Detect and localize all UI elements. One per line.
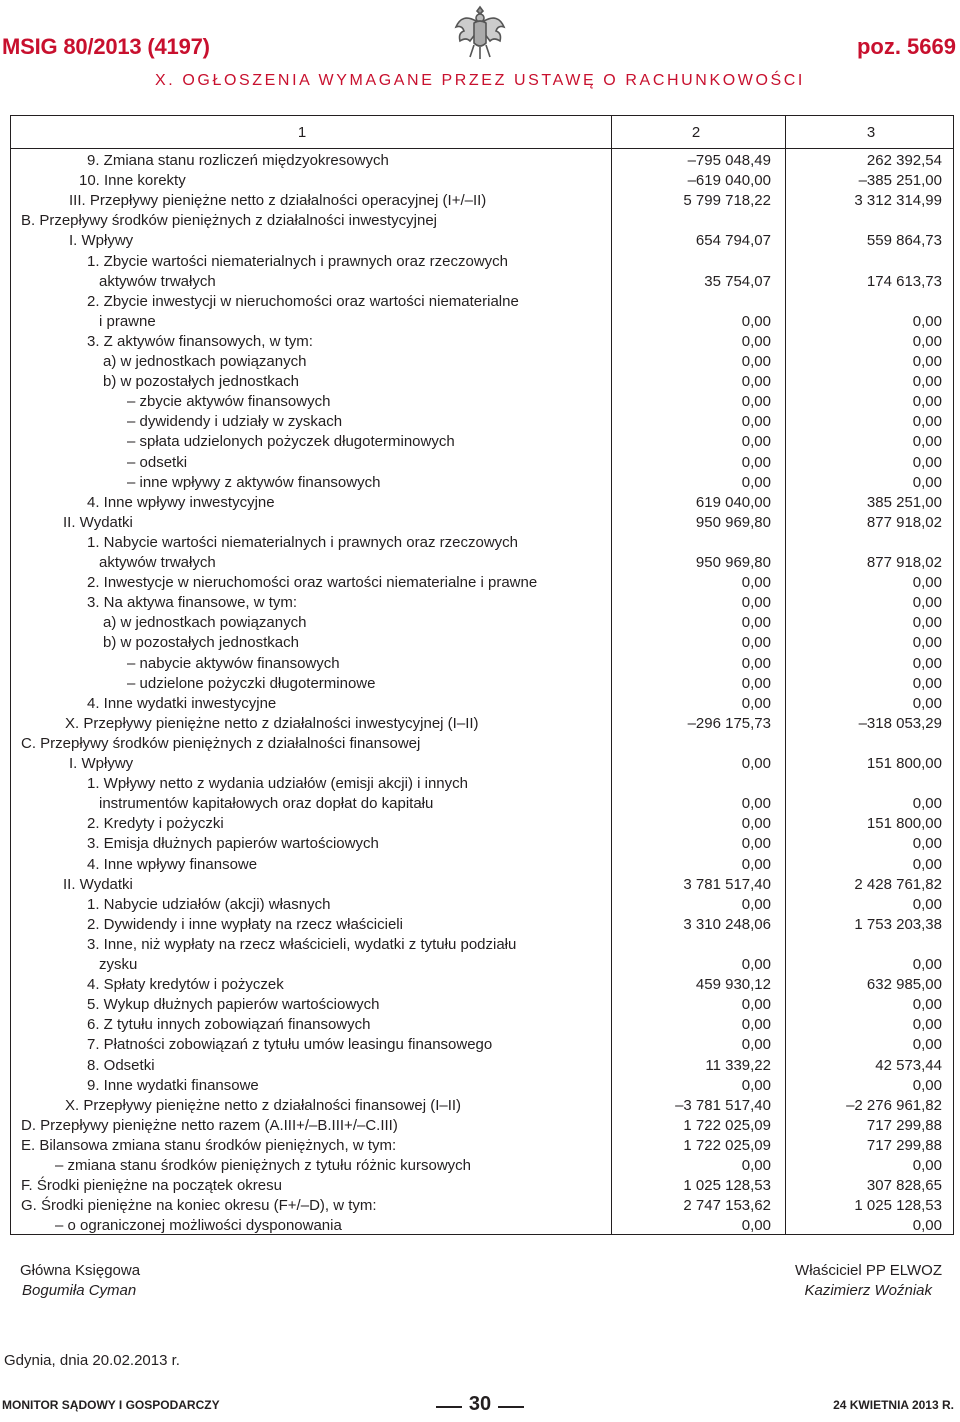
table-row [11,1196,955,1216]
row-value-col3: 0,00 [912,393,942,411]
row-label: 6. Z tytułu innych zobowiązań finansowych [87,1016,371,1034]
row-value-col2: 0,00 [741,473,771,491]
row-value-col3: 0,00 [912,332,942,350]
row-value-col3: 717 299,88 [866,1136,942,1154]
row-label: II. Wydatki [63,513,133,531]
row-value-col2: 0,00 [741,433,771,451]
row-label: 1. Nabycie udziałów (akcji) własnych [87,895,331,913]
row-label: B. Przepływy środków pieniężnych z działalności inwestycyjnej [21,212,438,230]
table-row [11,875,955,895]
row-label: 4. Inne wpływy inwestycyjne [87,493,275,511]
table-row [11,794,955,814]
row-value-col3: 0,00 [912,312,942,330]
row-label: instrumentów kapitałowych oraz dopłat do kapitału [99,795,434,813]
table-row [11,533,955,553]
row-label: III. Przepływy pieniężne netto z działalności operacyjnej (I+/–II) [69,192,487,210]
table-row [11,734,955,754]
row-label: a) w jednostkach powiązanych [103,614,307,632]
table-row [11,352,955,372]
row-value-col2: 0,00 [741,413,771,431]
table-row [11,834,955,854]
row-value-col2: 5 799 718,22 [683,192,771,210]
row-value-col3: –318 053,29 [858,714,942,732]
row-label: – dywidendy i udziały w zyskach [127,413,343,431]
row-label: a) w jednostkach powiązanych [103,353,307,370]
row-value-col3: 0,00 [912,654,942,672]
row-label: – odsetki [127,453,188,471]
table-row [11,573,955,593]
row-label: 4. Spłaty kredytów i pożyczek [87,976,284,994]
row-value-col2: 3 781 517,40 [683,875,771,893]
row-value-col3: 262 392,54 [866,152,942,169]
table-row [11,453,955,473]
row-label: – o ograniczonej możliwości dysponowania [55,1217,342,1235]
row-label: I. Wpływy [69,232,134,250]
table-row [11,151,955,171]
row-value-col3: 877 918,02 [866,513,942,531]
row-label: 3. Na aktywa finansowe, w tym: [87,594,298,612]
row-value-col2: 0,00 [741,1036,771,1054]
table-row [11,1015,955,1035]
row-value-col2: 0,00 [741,855,771,873]
row-value-col3: 151 800,00 [866,815,942,833]
row-value-col2: 2 747 153,62 [683,1197,771,1215]
row-label: X. Przepływy pieniężne netto z działalności inwestycyjnej (I–II) [65,714,479,732]
row-label: aktywów trwałych [99,554,216,571]
table-row [11,553,955,573]
header-left: MSIG 80/2013 (4197) [2,34,210,59]
row-value-col2: 459 930,12 [695,976,771,994]
row-value-col2: –795 048,49 [687,152,771,169]
row-label: i prawne [99,312,156,330]
row-label: 9. Zmiana stanu rozliczeń międzyokresowych [87,152,389,169]
table-row [11,292,955,312]
row-label: D. Przepływy pieniężne netto razem (A.III+/–B.III+/–C.III) [21,1116,398,1134]
row-value-col3: 0,00 [912,1157,942,1174]
table-row [11,1156,955,1176]
signature-left-name: Bogumiła Cyman [22,1282,137,1299]
row-label: 3. Z aktywów finansowych, w tym: [87,332,313,350]
table-row [11,935,955,955]
row-value-col2: 0,00 [741,353,771,370]
row-value-col2: –619 040,00 [687,172,771,190]
row-label: 9. Inne wydatki finansowe [87,1076,259,1094]
row-label: b) w pozostałych jednostkach [103,634,299,652]
header-right: poz. 5669 [856,34,956,59]
row-value-col2: 0,00 [741,634,771,652]
cash-flow-table [10,115,954,1235]
row-value-col2: 0,00 [741,795,771,813]
table-row [11,1056,955,1076]
row-value-col3: 0,00 [912,956,942,973]
header-divider [11,148,953,149]
row-value-col3: 0,00 [912,1076,942,1094]
page-dash-right [498,1406,524,1408]
row-value-col2: 0,00 [741,956,771,973]
row-label: E. Bilansowa zmiana stanu środków pieniężnych, w tym: [21,1136,397,1154]
signature-left-role: Główna Księgowa [20,1262,141,1279]
row-value-col3: 174 613,73 [866,272,942,290]
row-label: 1. Wpływy netto z wydania udziałów (emisji akcji) i innych [87,775,468,793]
row-value-col3: –2 276 961,82 [846,1096,942,1114]
row-value-col2: 0,00 [741,1217,771,1235]
row-value-col3: 385 251,00 [866,493,942,511]
table-row [11,613,955,633]
row-label: II. Wydatki [63,875,133,893]
row-value-col3: 0,00 [912,855,942,873]
row-label: 3. Inne, niż wypłaty na rzecz właścicieli, wydatki z tytułu podziału [87,935,517,953]
column-header-2: 2 [691,124,701,141]
row-value-col2: 35 754,07 [704,272,771,290]
column-header-1: 1 [297,124,307,141]
row-value-col2: 0,00 [741,755,771,772]
row-label: 10. Inne korekty [79,172,186,190]
row-label: – udzielone pożyczki długoterminowe [127,674,376,692]
row-label: – zbycie aktywów finansowych [127,393,331,411]
row-value-col3: 0,00 [912,373,942,391]
row-label: 4. Inne wpływy finansowe [87,855,258,873]
row-label: – spłata udzielonych pożyczek długoterminowych [127,433,455,451]
row-value-col2: –296 175,73 [687,714,771,732]
row-label: 2. Zbycie inwestycji w nieruchomości oraz wartości niematerialne [87,292,519,310]
row-label: – nabycie aktywów finansowych [127,654,340,672]
table-row [11,1216,955,1236]
page-number: 30 [468,1393,492,1415]
row-value-col2: 0,00 [741,996,771,1014]
table-row [11,1035,955,1055]
table-row [11,312,955,332]
row-label: zysku [99,956,138,973]
footer-publication: MONITOR SĄDOWY I GOSPODARCZY [2,1398,220,1412]
row-value-col3: 0,00 [912,1217,942,1235]
row-value-col3: 0,00 [912,795,942,813]
signature-right-role: Właściciel PP ELWOZ [795,1262,942,1279]
table-row [11,674,955,694]
row-label: I. Wpływy [69,755,134,772]
table-row [11,412,955,432]
row-value-col3: 3 312 314,99 [854,192,942,210]
row-value-col3: 42 573,44 [875,1056,942,1074]
row-value-col2: 0,00 [741,674,771,692]
table-row [11,493,955,513]
table-row [11,272,955,292]
row-value-col2: 0,00 [741,453,771,471]
table-row [11,1096,955,1116]
row-value-col3: 1 753 203,38 [854,915,942,933]
row-value-col3: 0,00 [912,614,942,632]
row-label: 2. Inwestycje w nieruchomości oraz wartości niematerialne i prawne [87,574,538,592]
table-row [11,654,955,674]
table-row [11,754,955,774]
row-value-col3: 0,00 [912,574,942,592]
row-value-col3: 2 428 761,82 [854,875,942,893]
row-value-col3: 0,00 [912,594,942,612]
row-value-col3: 0,00 [912,694,942,712]
row-label: – inne wpływy z aktywów finansowych [127,473,381,491]
table-row [11,191,955,211]
row-value-col3: 0,00 [912,895,942,913]
table-row [11,252,955,272]
table-row [11,855,955,875]
row-value-col3: 0,00 [912,996,942,1014]
row-value-col3: 0,00 [912,674,942,692]
table-row [11,372,955,392]
row-label: 2. Dywidendy i inne wypłaty na rzecz właścicieli [87,915,403,933]
table-row [11,895,955,915]
row-value-col3: 0,00 [912,1036,942,1054]
eagle-emblem-icon [452,3,508,61]
footer-date: 24 KWIETNIA 2013 R. [833,1398,954,1412]
row-value-col3: 0,00 [912,433,942,451]
row-value-col3: 1 025 128,53 [854,1197,942,1215]
row-label: – zmiana stanu środków pieniężnych z tytułu różnic kursowych [55,1157,472,1174]
table-row [11,332,955,352]
row-value-col2: 0,00 [741,574,771,592]
table-row [11,995,955,1015]
row-label: 8. Odsetki [87,1056,155,1074]
row-value-col2: 0,00 [741,373,771,391]
signature-right-name: Kazimierz Woźniak [804,1282,932,1299]
row-value-col3: 0,00 [912,1016,942,1034]
table-row [11,633,955,653]
row-label: 2. Kredyty i pożyczki [87,815,224,833]
table-row [11,1116,955,1136]
row-value-col2: 0,00 [741,1016,771,1034]
row-value-col2: 1 025 128,53 [683,1177,771,1195]
table-row [11,774,955,794]
table-row [11,1076,955,1096]
row-value-col2: 1 722 025,09 [683,1136,771,1154]
row-value-col3: 0,00 [912,473,942,491]
row-value-col3: 0,00 [912,353,942,370]
row-value-col3: 559 864,73 [866,232,942,250]
row-value-col2: 0,00 [741,815,771,833]
column-header-3: 3 [866,124,876,141]
row-value-col2: 0,00 [741,393,771,411]
row-label: C. Przepływy środków pieniężnych z działalności finansowej [21,734,421,752]
row-value-col2: 0,00 [741,312,771,330]
table-row [11,975,955,995]
section-title: X. OGŁOSZENIA WYMAGANE PRZEZ USTAWĘ O RACHUNKOWOŚCI [155,72,805,89]
table-row [11,714,955,734]
row-value-col2: 11 339,22 [705,1056,771,1074]
row-label: F. Środki pieniężne na początek okresu [21,1177,282,1195]
row-value-col2: 0,00 [741,594,771,612]
row-value-col3: 307 828,65 [866,1177,942,1195]
table-row [11,392,955,412]
row-value-col2: 0,00 [741,614,771,632]
row-value-col2: 654 794,07 [695,232,771,250]
table-row [11,814,955,834]
row-value-col2: 0,00 [741,835,771,853]
row-value-col3: –385 251,00 [858,172,942,190]
table-row [11,955,955,975]
table-row [11,171,955,191]
table-row [11,211,955,231]
row-label: X. Przepływy pieniężne netto z działalności finansowej (I–II) [65,1096,462,1114]
row-value-col3: 0,00 [912,835,942,853]
row-label: b) w pozostałych jednostkach [103,373,299,391]
row-value-col3: 632 985,00 [866,976,942,994]
table-row [11,1176,955,1196]
table-row [11,231,955,251]
row-label: 5. Wykup dłużnych papierów wartościowych [87,996,380,1014]
row-value-col3: 151 800,00 [866,755,942,772]
row-value-col2: 0,00 [741,332,771,350]
table-row [11,432,955,452]
row-value-col3: 0,00 [912,634,942,652]
table-row [11,915,955,935]
row-value-col2: 0,00 [741,1076,771,1094]
row-label: 1. Zbycie wartości niematerialnych i prawnych oraz rzeczowych [87,252,508,270]
row-label: 1. Nabycie wartości niematerialnych i prawnych oraz rzeczowych [87,533,519,551]
row-label: 4. Inne wydatki inwestycyjne [87,694,277,712]
row-label: G. Środki pieniężne na koniec okresu (F+/–D), w tym: [21,1197,377,1215]
row-value-col2: 950 969,80 [695,554,771,571]
row-value-col2: 3 310 248,06 [683,915,771,933]
row-value-col2: 619 040,00 [695,493,771,511]
row-value-col2: 0,00 [741,895,771,913]
table-row [11,694,955,714]
row-value-col2: 0,00 [741,654,771,672]
row-value-col3: 0,00 [912,413,942,431]
row-value-col2: 0,00 [741,1157,771,1174]
row-value-col2: 0,00 [741,694,771,712]
table-row [11,513,955,533]
row-value-col3: 717 299,88 [866,1116,942,1134]
row-value-col3: 0,00 [912,453,942,471]
row-value-col2: 1 722 025,09 [683,1116,771,1134]
table-row [11,593,955,613]
row-label: 3. Emisja dłużnych papierów wartościowych [87,835,379,853]
table-row [11,473,955,493]
row-label: aktywów trwałych [99,272,216,290]
row-label: 7. Płatności zobowiązań z tytułu umów leasingu finansowego [87,1036,493,1054]
row-value-col3: 877 918,02 [866,554,942,571]
row-value-col2: –3 781 517,40 [675,1096,771,1114]
place-date: Gdynia, dnia 20.02.2013 r. [4,1352,180,1369]
row-value-col2: 950 969,80 [695,513,771,531]
table-row [11,1136,955,1156]
